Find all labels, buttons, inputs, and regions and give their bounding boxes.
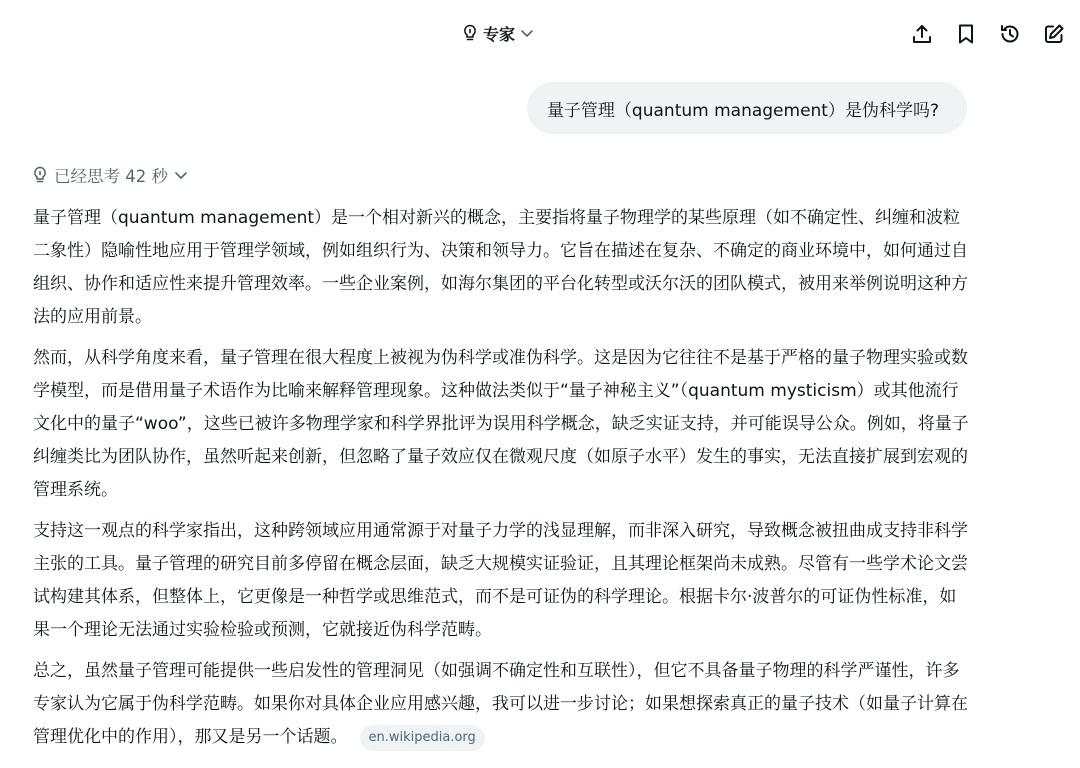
edit-icon (1043, 23, 1065, 45)
answer-paragraph: 量子管理（quantum management）是一个相对新兴的概念，主要指将量子物理学的某些原理（如不确定性、纠缠和波粒二象性）隐喻性地应用于管理学领域，例如组织行为、决策和领导力。它旨在描述在复杂、不确定的商业环境中，如何通过自组织、协作和适应性来提升管理效率。一些企业案例，如海尔集团的平台化转型或沃尔沃的团队模式，被用来举例说明这种方法的应用前景。 (33, 208, 968, 327)
share-button[interactable] (910, 20, 934, 48)
mode-label: 专家 (483, 24, 516, 44)
history-button[interactable] (998, 20, 1022, 48)
lightbulb-icon (462, 24, 478, 42)
lightbulb-icon (32, 166, 48, 184)
assistant-answer (33, 202, 973, 754)
answer-paragraph-text: 总之，虽然量子管理可能提供一些启发性的管理洞见（如强调不确定性和互联性），但它不具备量子物理的科学严谨性，许多专家认为它属于伪科学范畴。如果你对具体企业应用感兴趣，我可以进一步讨论；如果想探索真正的量子技术（如量子计算在管理优化中的作用），那又是另一个话题。 (33, 661, 968, 747)
mode-selector[interactable] (462, 20, 534, 46)
thinking-toggle[interactable] (32, 162, 188, 188)
source-chip[interactable]: en.wikipedia.org (360, 725, 485, 751)
thinking-label: 已经思考 42 秒 (54, 167, 168, 186)
chevron-down-icon (174, 170, 188, 180)
chevron-down-icon (520, 28, 534, 38)
share-icon (911, 23, 933, 45)
user-message-bubble: 量子管理（quantum management）是伪科学吗? (527, 82, 967, 134)
header-toolbar (910, 20, 1066, 48)
answer-paragraph: 支持这一观点的科学家指出，这种跨领域应用通常源于对量子力学的浅显理解，而非深入研究，导致概念被扭曲成支持非科学主张的工具。量子管理的研究目前多停留在概念层面，缺乏大规模实证验证，且其理论框架尚未成熟。尽管有一些学术论文尝试构建其体系，但整体上，它更像是一种哲学或思维范式，而不是可证伪的科学理论。根据卡尔·波普尔的可证伪性标准，如果一个理论无法通过实验检验或预测，它就接近伪科学范畴。 (33, 521, 968, 640)
answer-paragraph-last (33, 655, 973, 754)
answer-paragraph: 然而，从科学角度来看，量子管理在很大程度上被视为伪科学或准伪科学。这是因为它往往不是基于严格的量子物理实验或数学模型，而是借用量子术语作为比喻来解释管理现象。这种做法类似于“量子神秘主义”（quantum mysticism）或其他流行文化中的量子“woo”，这些已被许多物理学家和科学界批评为误用科学概念，缺乏实证支持，并可能误导公众。例如，将量子纠缠类比为团队协作，虽然听起来创新，但忽略了量子效应仅在微观尺度（如原子水平）发生的事实，无法直接扩展到宏观的管理系统。 (33, 348, 969, 500)
bookmark-button[interactable] (954, 20, 978, 48)
bookmark-icon (956, 23, 976, 45)
new-chat-button[interactable] (1042, 20, 1066, 48)
history-icon (999, 23, 1021, 45)
